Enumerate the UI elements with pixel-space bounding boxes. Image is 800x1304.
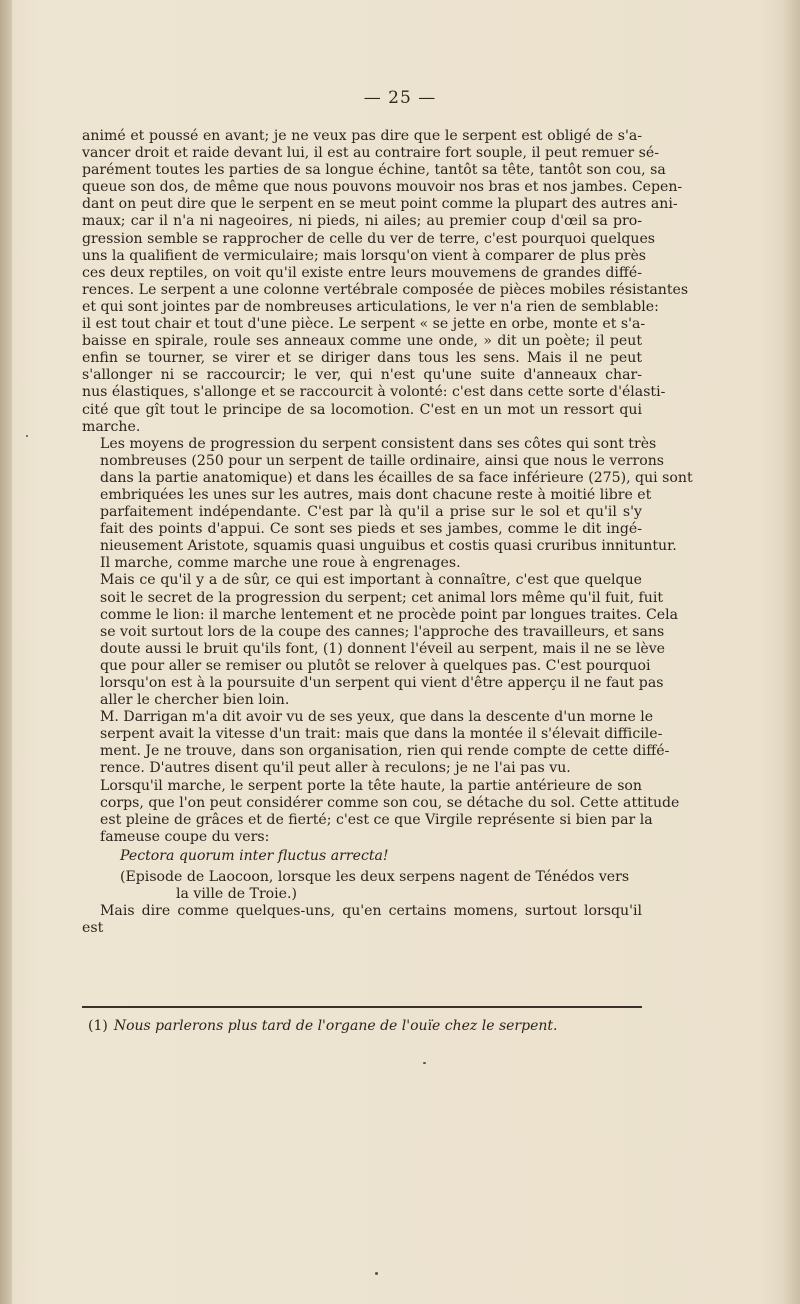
text-line: Lorsqu'il marche, le serpent porte la tête haute, la partie antérieure de son xyxy=(100,777,642,794)
ink-speck xyxy=(375,1272,378,1275)
paragraph-3 xyxy=(82,572,679,709)
text-line: soit le secret de la progression du serpent; cet animal lors même qu'il fuit, fuit xyxy=(100,589,664,606)
episode-line-1: (Episode de Laocoon, lorsque les deux serpens nagent de Ténédos vers xyxy=(120,869,630,886)
text-line: aller le chercher bien loin. xyxy=(100,692,290,709)
footnote-rule xyxy=(82,1006,642,1008)
paragraph-5 xyxy=(82,777,680,846)
body-text xyxy=(82,128,693,937)
text-line: animé et poussé en avant; je ne veux pas dire que le serpent est obligé de s'a- xyxy=(82,128,642,144)
page-number: — 25 — xyxy=(363,88,437,108)
text-line: s'allonger ni se raccourcir; le ver, qui n'est qu'une suite d'anneaux char- xyxy=(82,367,642,384)
text-line: embriquées les unes sur les autres, mais dont chacune reste à moitié libre et xyxy=(100,486,652,503)
episode-note xyxy=(120,869,642,903)
text-line: parfaitement indépendante. C'est par là qu'il a prise sur le sol et qu'il s'y xyxy=(100,504,642,521)
text-line: vancer droit et raide devant lui, il est au contraire fort souple, il peut remuer sé- xyxy=(82,145,659,162)
paragraph-1 xyxy=(82,128,689,436)
text-line: et qui sont jointes par de nombreuses articulations, le ver n'a rien de semblable: xyxy=(82,298,659,315)
footnote-text: Nous parlerons plus tard de l'organe de l'ouïe chez le serpent. xyxy=(113,1018,558,1034)
text-line: ment. Je ne trouve, dans son organisation, rien qui rende compte de cette diffé- xyxy=(100,743,670,760)
page-edge-shadow xyxy=(782,0,800,1304)
text-line: Mais ce qu'il y a de sûr, ce qui est important à connaître, c'est que quelque xyxy=(100,572,642,589)
text-line: dant on peut dire que le serpent en se meut point comme la plupart des autres ani- xyxy=(82,196,678,213)
text-line: se voit surtout lors de la coupe des cannes; l'approche des travailleurs, et sans xyxy=(100,623,665,640)
episode-line-2: la ville de Troie.) xyxy=(176,886,297,903)
text-line: rence. D'autres disent qu'il peut aller à reculons; je ne l'ai pas vu. xyxy=(100,760,571,777)
text-line: baisse en spirale, roule ses anneaux comme une onde, » dit un poète; il peut xyxy=(82,333,642,350)
text-line: fait des points d'appui. Ce sont ses pieds et ses jambes, comme le dit ingé- xyxy=(100,521,642,538)
text-line: nieusement Aristote, squamis quasi unguibus et costis quasi cruribus innituntur. xyxy=(100,538,677,555)
paragraph-2 xyxy=(82,435,693,573)
text-line: doute aussi le bruit qu'ils font, (1) donnent l'éveil au serpent, mais il ne se lève xyxy=(100,640,666,657)
text-line: queue son dos, de même que nous pouvons mouvoir nos bras et nos jambes. Cepen- xyxy=(82,179,683,196)
ink-speck xyxy=(26,435,28,437)
text-line: nombreuses (250 pour un serpent de taille ordinaire, ainsi que nous le verrons xyxy=(100,452,665,469)
text-line: fameuse coupe du vers: xyxy=(100,828,270,845)
ink-speck xyxy=(423,1062,426,1064)
text-line: comme le lion: il marche lentement et ne procède point par longues traites. Cela xyxy=(100,606,679,623)
text-line: cité que gît tout le principe de sa locomotion. C'est en un mot un ressort qui xyxy=(82,401,642,418)
text-line: ces deux reptiles, on voit qu'il existe entre leurs mouvemens de grandes diffé- xyxy=(82,264,642,281)
latin-quote: Pectora quorum inter fluctus arrecta! xyxy=(120,847,389,864)
text-line: nus élastiques, s'allonge et se raccourcit à volonté: c'est dans cette sorte d'élasti- xyxy=(82,384,666,401)
text-line: marche. xyxy=(82,418,141,435)
final-line-text: Mais dire comme quelques-uns, qu'en certains momens, surtout lorsqu'il est xyxy=(82,903,642,937)
text-line: il est tout chair et tout d'une pièce. Le serpent « se jette en orbe, monte et s'a- xyxy=(82,316,646,333)
text-line: gression semble se rapprocher de celle du ver de terre, c'est pourquoi quelques xyxy=(82,230,656,247)
final-line xyxy=(82,903,642,937)
footnote xyxy=(88,1018,648,1035)
text-line: que pour aller se remiser ou plutôt se relover à quelques pas. C'est pourquoi xyxy=(100,657,651,674)
text-line: Les moyens de progression du serpent consistent dans ses côtes qui sont très xyxy=(100,435,657,452)
text-line: est pleine de grâces et de fierté; c'est ce que Virgile représente si bien par la xyxy=(100,811,653,828)
text-line: uns la qualifient de vermiculaire; mais lorsqu'on vient à comparer de plus près xyxy=(82,247,647,264)
footnote-number: (1) xyxy=(88,1018,108,1034)
text-line: enfin se tourner, se virer et se diriger dans tous les sens. Mais il ne peut xyxy=(82,350,642,367)
text-line: lorsqu'on est à la poursuite d'un serpent qui vient d'être apperçu il ne faut pas xyxy=(100,675,664,691)
text-line: maux; car il n'a ni nageoires, ni pieds, ni ailes; au premier coup d'œil sa pro- xyxy=(82,213,642,230)
text-line: M. Darrigan m'a dit avoir vu de ses yeux, que dans la descente d'un morne le xyxy=(100,709,654,726)
text-line: serpent avait la vitesse d'un trait: mais que dans la montée il s'élevait difficile- xyxy=(100,726,663,743)
binding-gutter xyxy=(0,0,12,1304)
text-line: parément toutes les parties de sa longue échine, tantôt sa tête, tantôt son cou, sa xyxy=(82,162,666,179)
text-line: rences. Le serpent a une colonne vertébrale composée de pièces mobiles résistantes xyxy=(82,281,689,298)
text-line: Il marche, comme marche une roue à engrenages. xyxy=(100,555,461,572)
paragraph-4 xyxy=(82,709,670,777)
text-line: dans la partie anatomique) et dans les écailles de sa face inférieure (275), qui sont xyxy=(100,469,693,486)
text-line: corps, que l'on peut considérer comme son cou, se détache du sol. Cette attitude xyxy=(100,794,680,811)
